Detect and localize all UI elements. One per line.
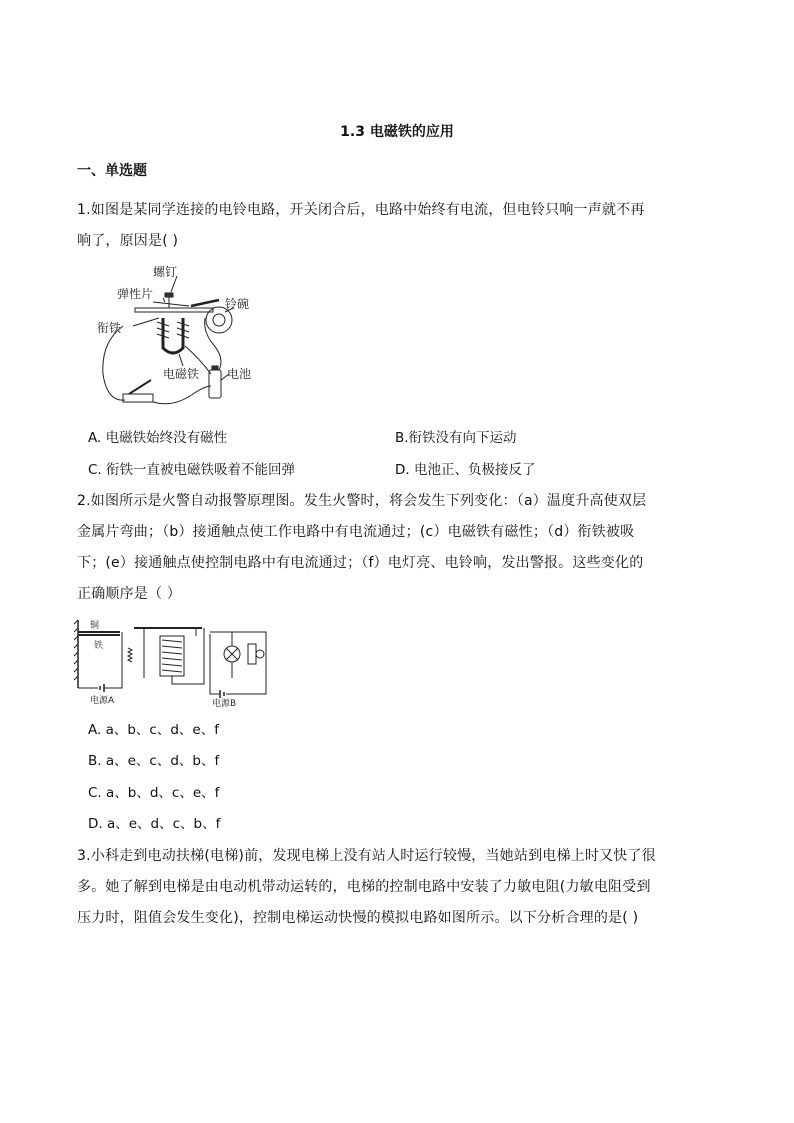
q2-label-source-b: 电源B bbox=[212, 699, 237, 708]
q1-option-a[interactable]: A. 电磁铁始终没有磁性 bbox=[88, 430, 228, 446]
q2-stem-line-1: 2.如图所示是火警自动报警原理图。发生火警时，将会发生下列变化：（a）温度升高使双层 bbox=[77, 493, 647, 509]
q2-stem-line-3: 下；(e）接通触点使控制电路中有电流通过；（f）电灯亮、电铃响，发出警报。这些变化的 bbox=[77, 555, 644, 571]
q2-label-iron: 铁 bbox=[94, 641, 104, 651]
q1-stem-line-1: 1.如图是某同学连接的电铃电路，开关闭合后，电路中始终有电流，但电铃只响一声就不再 bbox=[77, 202, 645, 218]
q2-fire-alarm-figure bbox=[74, 618, 274, 708]
page-title: 1.3 电磁铁的应用 bbox=[340, 124, 454, 140]
q2-stem-line-2: 金属片弯曲；（b）接通触点使工作电路中有电流通过；(c）电磁铁有磁性；（d）衔铁被吸 bbox=[77, 524, 635, 540]
q3-stem-line-2: 多。她了解到电梯是由电动机带动运转的，电梯的控制电路中安装了力敏电阻(力敏电阻受到 bbox=[77, 879, 651, 895]
q1-switch-lever bbox=[129, 380, 151, 394]
q2-option-a[interactable]: A. a、b、c、d、e、f bbox=[88, 722, 219, 738]
q1-option-d[interactable]: D. 电池正、负极接反了 bbox=[395, 462, 536, 478]
q1-spring-leaf bbox=[153, 302, 189, 306]
q1-wire-left bbox=[103, 326, 125, 400]
q1-base-bar bbox=[135, 308, 213, 312]
section-heading: 一、单选题 bbox=[77, 163, 147, 179]
q1-battery bbox=[209, 370, 221, 398]
q1-wire-bottom bbox=[153, 386, 211, 404]
q2-option-b[interactable]: B. a、e、c、d、b、f bbox=[88, 753, 220, 769]
q1-option-c[interactable]: C. 衔铁一直被电磁铁吸着不能回弹 bbox=[88, 462, 296, 478]
q3-stem-line-3: 压力时，阻值会发生变化)，控制电梯运动快慢的模拟电路如图所示。以下分析合理的是( ) bbox=[77, 910, 639, 926]
q1-label-bell: 铃碗 bbox=[225, 297, 250, 311]
q1-label-screw: 螺钉 bbox=[153, 265, 178, 279]
q2-option-c[interactable]: C. a、b、d、c、e、f bbox=[88, 785, 220, 801]
q3-stem-line-1: 3.小科走到电动扶梯(电梯)前，发现电梯上没有站人时运行较慢，当她站到电梯上时又快了很 bbox=[77, 848, 656, 864]
q1-label-electromagnet: 电磁铁 bbox=[163, 367, 200, 381]
q1-label-battery: 电池 bbox=[227, 367, 252, 381]
q1-switch-base bbox=[123, 394, 153, 402]
q1-option-b[interactable]: B.衔铁没有向下运动 bbox=[395, 430, 517, 446]
q2-spring bbox=[128, 648, 132, 662]
q2-work-circuit bbox=[210, 632, 266, 694]
q1-label-armature: 衔铁 bbox=[97, 321, 122, 335]
q1-hammer bbox=[191, 300, 219, 306]
q2-stem-line-4: 正确顺序是（ ） bbox=[77, 586, 182, 602]
q2-label-source-a: 电源A bbox=[90, 696, 115, 706]
q2-bell bbox=[248, 644, 256, 664]
q1-stem-line-2: 响了，原因是( ) bbox=[77, 233, 179, 249]
q1-label-spring: 弹性片 bbox=[117, 287, 154, 301]
q2-option-d[interactable]: D. a、e、d、c、b、f bbox=[88, 816, 221, 832]
q2-label-copper: 铜 bbox=[90, 621, 100, 631]
q1-bell-circuit-figure bbox=[93, 262, 273, 412]
